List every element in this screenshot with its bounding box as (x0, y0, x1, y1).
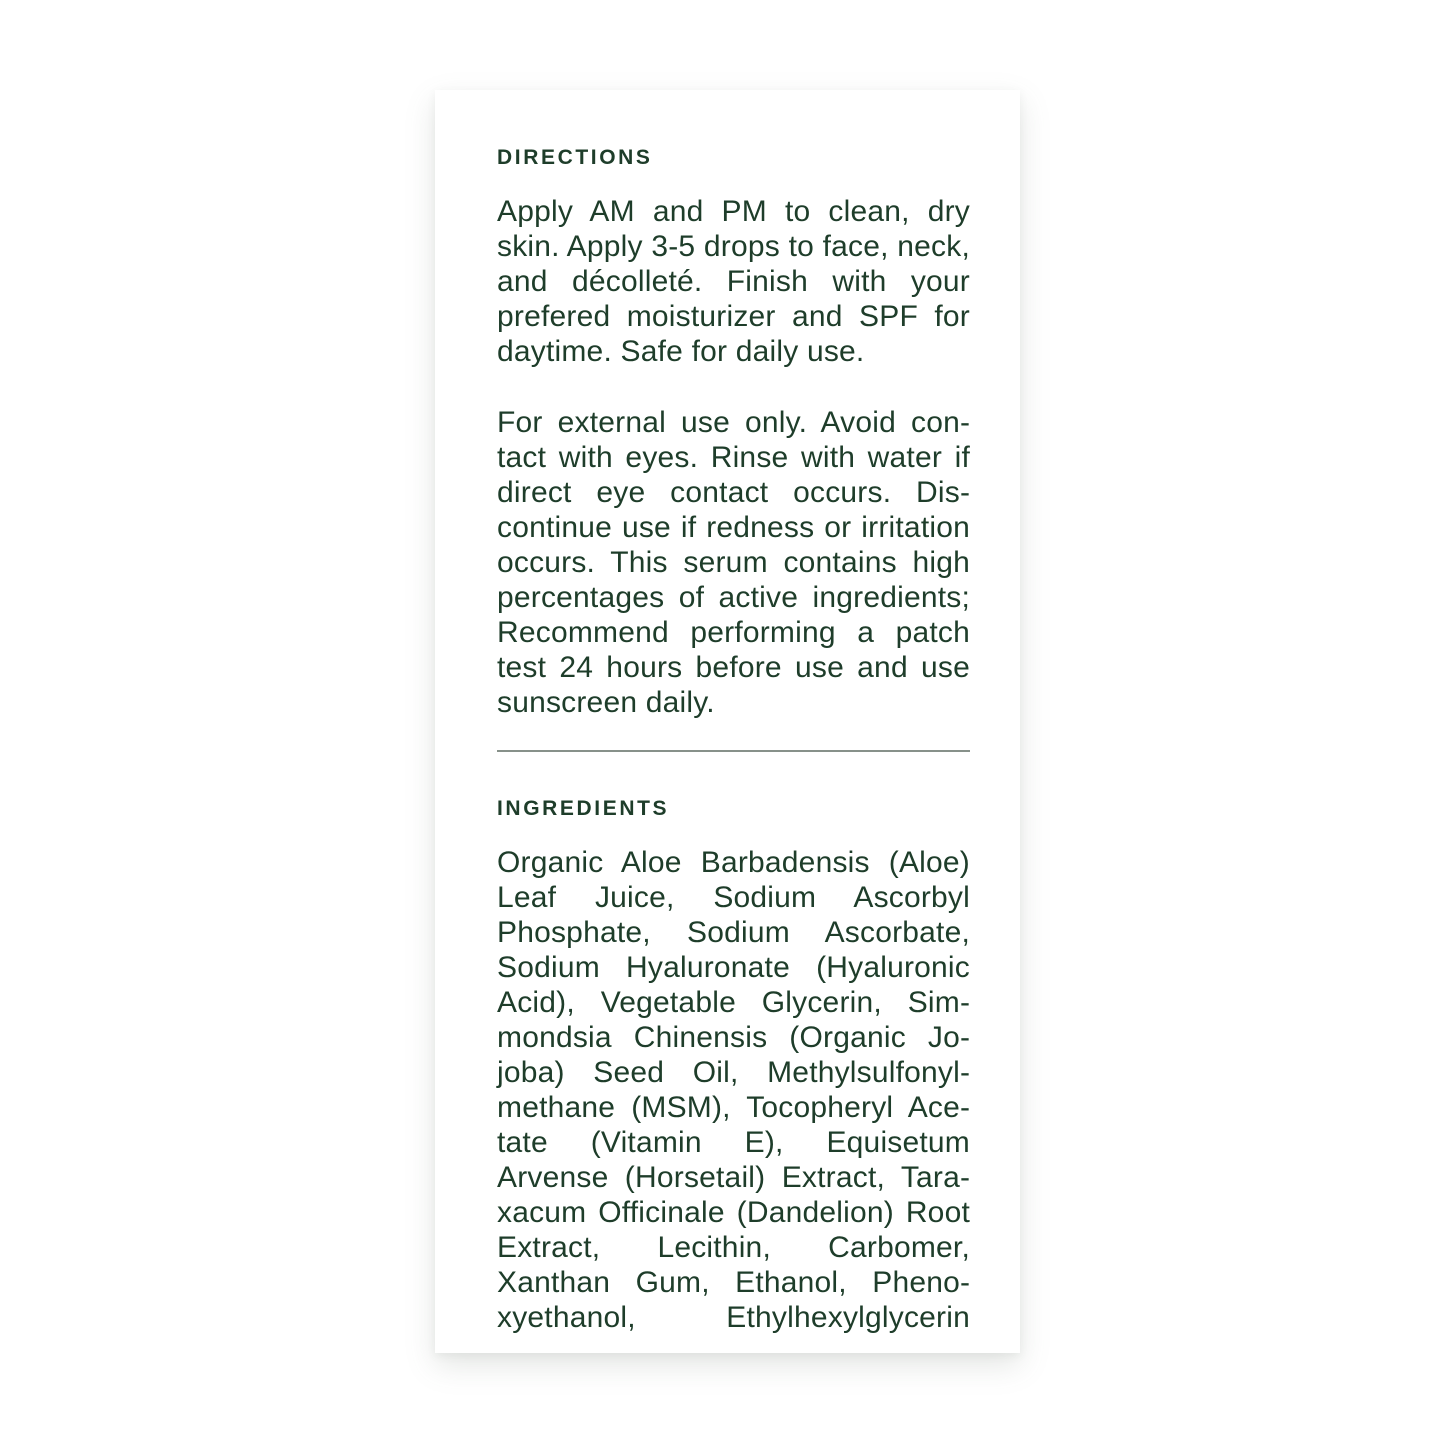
directions-paragraph-warnings: For external use only. Avoid contact with eyes. Rinse with water if direct eye contact occurs. Discontinue use if redness or irritation occurs. This serum contains high percentages of active ingredients; Recommend performing a patch test 24 hours before use and use sunscreen daily. (497, 406, 970, 719)
ingredients-list: Organic Aloe Barbadensis (Aloe) Leaf Juice, Sodium Ascorbyl Phosphate, Sodium Ascorbate, Sodium Hyaluronate (Hyaluronic Acid), Vegetable Glycerin, Simmondsia Chinensis (Organic Jojoba) Seed Oil, Methylsulfonylmethane (MSM), Tocopheryl Acetate (Vitamin E), Equisetum Arvense (Horsetail) Extract, Taraxacum Officinale (Dandelion) Root Extract, Lecithin, Carbomer, Xanthan Gum, Ethanol, Phenoxyethanol, Ethylhexylglycerin (497, 846, 970, 1334)
directions-section (497, 147, 970, 720)
label-card (435, 90, 1020, 1353)
ingredients-section (497, 798, 970, 1335)
directions-paragraph-apply: Apply AM and PM to clean, dry skin. Apply 3-5 drops to face, neck, and décolleté. Finish with your prefered moisturizer and SPF for daytime. Safe for daily use. (497, 195, 970, 368)
directions-heading: DIRECTIONS (497, 146, 653, 169)
section-divider (497, 750, 970, 752)
ingredients-heading: INGREDIENTS (497, 797, 670, 820)
